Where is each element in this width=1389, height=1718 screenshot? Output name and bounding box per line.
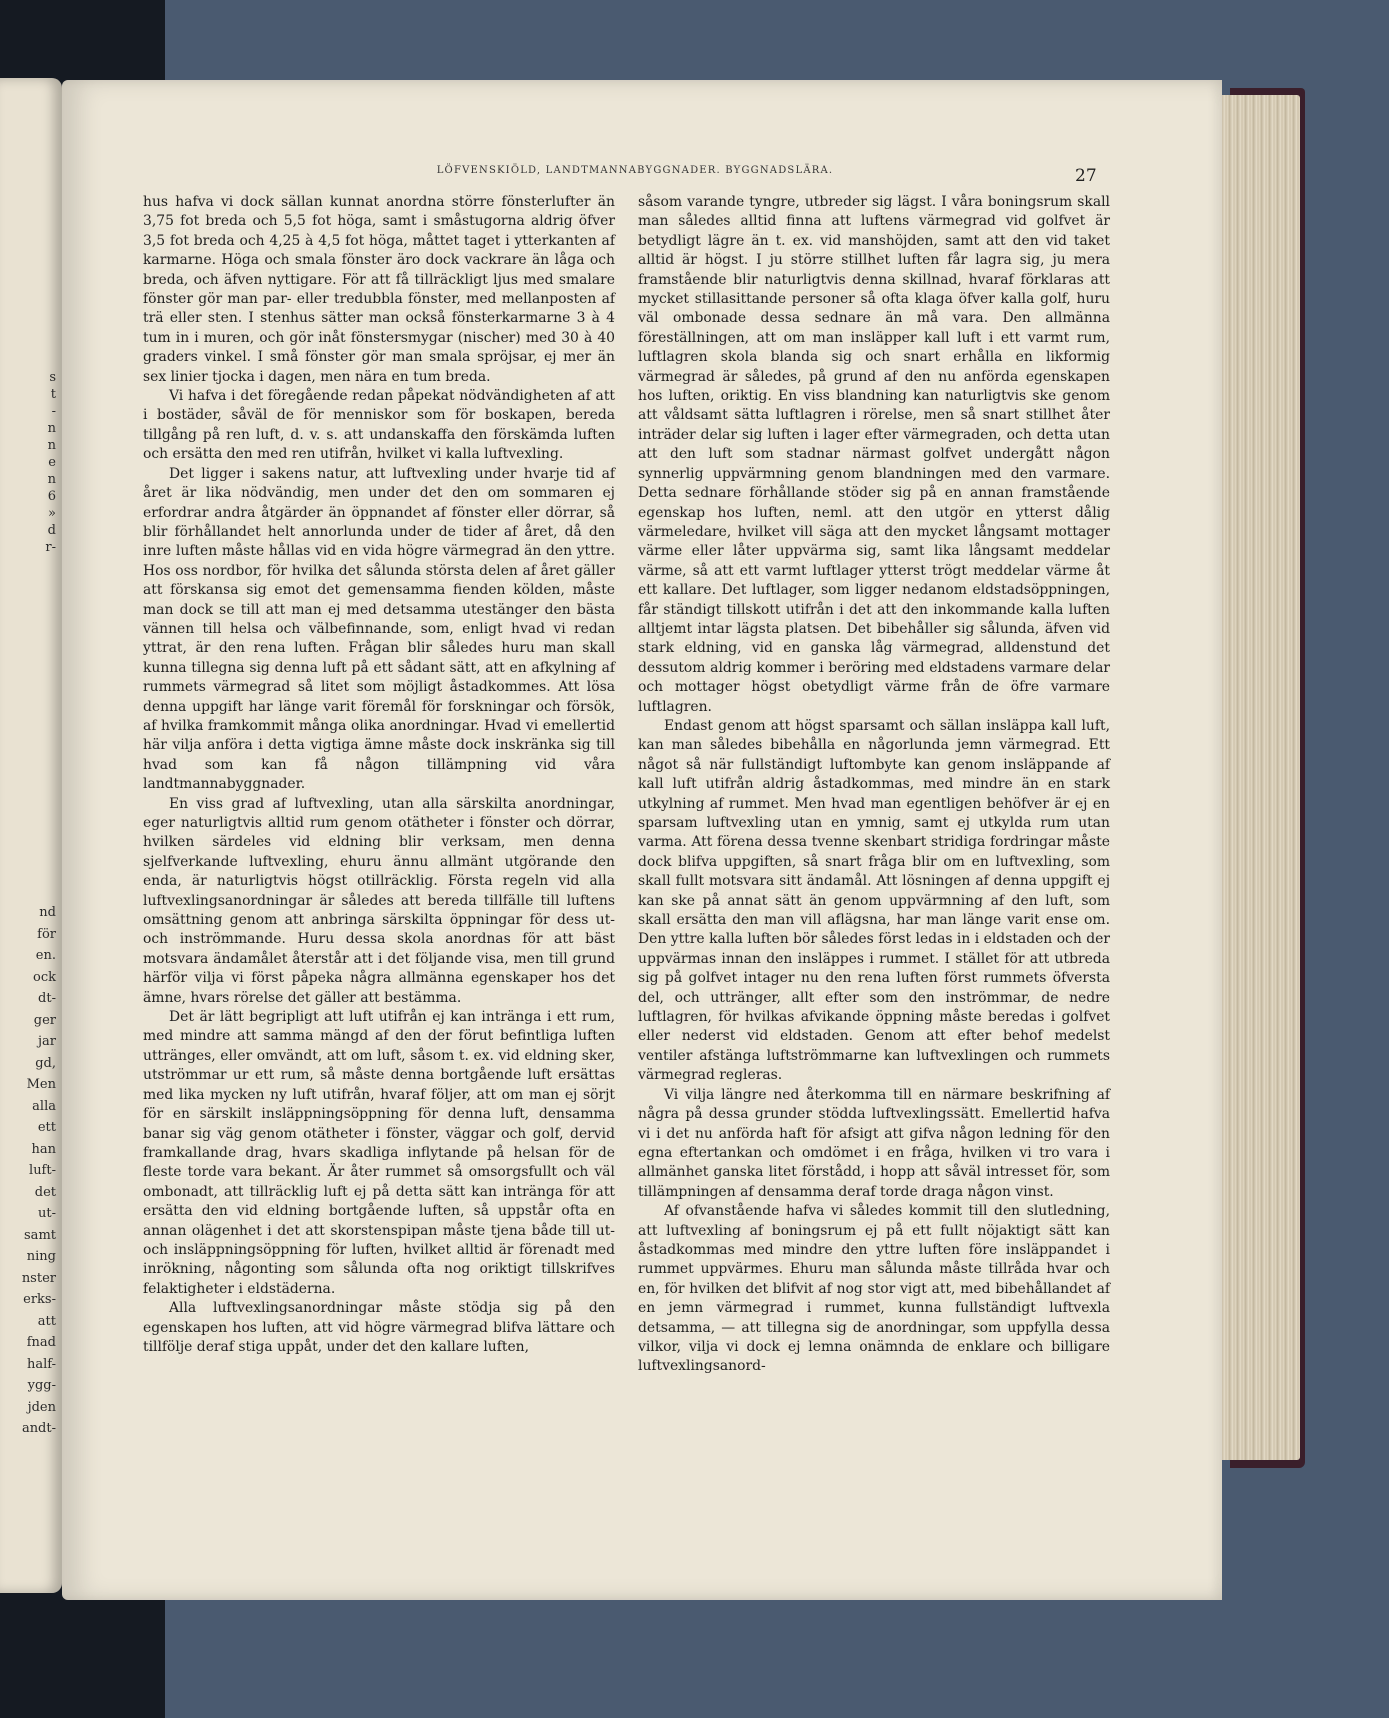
facing-page-text-fragment: alla [32, 1098, 56, 1114]
paragraph: Af ofvanstående hafva vi således kommit till den slutledning, att luftvexling af boningsrum ej på ett fullt nöjaktigt sätt kan åstadkommas med mindre den yttre luften före insläppandet i rummet uppvärmes. Ehuru man sålunda måste tillråda hvar och en, för hvilken det blifvit af nog stor vigt att, med bibehållandet af en jemn värmegrad i rummet, kunna fullständigt luftvexla detsamma, — att tillegna sig de anordningar, som uppfylla dessa vilkor, vilja vi dock ej lemna onämnda de enklare och billigare luftvexlingsanord- [638, 1203, 1110, 1375]
facing-page-text-fragment: n [47, 472, 56, 487]
facing-page-text-fragment: att [37, 1313, 56, 1329]
facing-page-text-fragment: s [49, 370, 56, 385]
text-column-left [143, 193, 615, 1357]
paragraph: Det är lätt begripligt att luft utifrån ej kan intränga i ett rum, med mindre att samma mängd af den der förut befintliga luften uttränges, eller omvändt, att om luft, såsom t. ex. vid eldning sker, utströmmar ur ett rum, så måste denna bortgående luft ersättas med lika mycken ny luft utifrån, hvaraf följer, att om man ej sörjt för en särskilt insläppningsöppning för denna luft, densamma banar sig väg genom otätheter i fönster, väggar och golf, dervid framkallande drag, hvars skadliga inflytande på helsan för de fleste torde vara bekant. Är åter rummet så omsorgsfullt och väl ombonadt, att tillräcklig luft ej på detta sätt kan inträngа för att ersätta den vid eldning bortgående luften, så uppstår ofta en annan olägenhet i det att skorstenspipan måste tjena både till ut- och insläppningsöppning för luften, hvilket alltid är förenadt med inrökning, någonting som sålunda ofta nog oriktigt tillskrifves felaktigheter i eldstäderna. [143, 1009, 615, 1297]
facing-page-text-fragment: det [34, 1184, 56, 1200]
facing-page-text-fragment: d [47, 523, 56, 538]
text-column-right [638, 193, 1110, 1377]
facing-page-text-fragment: n [47, 438, 56, 453]
facing-page-text-fragment: ning [26, 1249, 56, 1264]
paragraph: Endast genom att högst sparsamt och sällan insläppa kall luft, kan man således bibehålla en någorlunda jemn värmegrad. Ett något så när fullständigt luftombyte kan genom insläppande af kall luft utifrån aldrig åstadkommas, med mindre än en stark utkylning af rummet. Men hvad man egentligen behöfver är ej en sparsam luftvexling utan en ymnig, samt ej utkylda rum utan varma. Att förena dessa tvenne skenbart stridiga fordringar måste dock blifva uppgiften, så snart fråga blir om en luftvexling, som skall fullt motsvara sitt ändamål. Att lösningen af denna uppgift ej kan ske på annat sätt än genom uppvärmning af den luft, som skall ersätta den man vill aflägsna, har man länge varit ense om. Den yttre kalla luften bör således först ledas in i eldstaden och der uppvärmas innan den insläppes i rummet. I stället för att utbreda sig på golfvet intager nu den rena luften först rummets öfversta del, och uttränger, allt efter som den inströmmar, de nedre luftlagren, för hvilkas afvikande öppning måste beredas i golfvet eller nederst vid eldstaden. Genom att efter behof medelst ventiler afstänga luftströmmarne kan luftvexlingen och rummets värmegrad regleras. [638, 717, 1110, 1084]
facing-page-text-fragment: fnad [26, 1335, 56, 1350]
paragraph: Vi hafva i det föregående redan påpekat nödvändigheten af att i bostäder, såväl de för menniskor som för boskapen, bereda tillgång på ren luft, d. v. s. att undanskaffa den förskämda luften och ersätta den med ren utifrån, hvilket vi kalla luftvexling. [143, 388, 615, 463]
facing-page-text-fragment: Men [26, 1077, 56, 1092]
facing-page-text-fragment: luft- [29, 1163, 56, 1178]
facing-page-text-fragment: ut- [38, 1206, 56, 1221]
facing-page-text-fragment: ock [33, 969, 56, 985]
paragraph: Vi vilja längre ned återkomma till en närmare beskrifning af några på dessa grunder stödda luftvexlingssätt. Emellertid hafva vi i det nu anförda haft för afsigt att gifva någon ledning för den egna eftertankan och omdömet i en fråga, hvilken vi tro vara i allmänhet ganska litet förstådd, i hopp att såväl intresset för, som tillämpningen af densamma deraf torde draga någon vinst. [638, 1086, 1110, 1200]
facing-page-text-fragment: - [51, 404, 56, 419]
facing-page-text-fragment: ett [37, 1120, 56, 1135]
facing-page-text-fragment: andt- [21, 1421, 56, 1436]
facing-page-text-fragment: erks- [23, 1292, 56, 1307]
facing-page-edge [0, 78, 62, 1593]
facing-page-text-fragment: samt [24, 1227, 56, 1243]
facing-page-text-fragment: t [50, 387, 56, 402]
facing-page-text-fragment: han [31, 1141, 56, 1157]
facing-page-text-fragment: » [48, 506, 56, 521]
facing-page-text-fragment: nster [21, 1270, 56, 1286]
facing-page-text-fragment: jden [27, 1399, 56, 1415]
facing-page-text-fragment: 6 [47, 489, 56, 504]
facing-page-text-fragment: n [47, 421, 56, 436]
facing-page-text-fragment: dt- [38, 991, 56, 1006]
paragraph: Det ligger i sakens natur, att luftvexling under hvarje tid af året är lika nödvändig, men under det den om sommaren ej erfordrar andra åtgärder än öppnandet af fönster eller dörrar, så blir förhållandet helt annorlunda under de tider af året, då den inre luften måste hållas vid en vida högre värmegrad än den yttre. Hos oss nordbor, för hvilka det sålunda största delen af året gäller att förskansa sig emot det gemensamma fienden kölden, måste man dock se till att man ej med detsamma utestänger den bästa vännen till helsa och välbefinnande, som, enligt hvad vi redan yttrat, är den rena luften. Frågan blir således huru man skall kunna tillegna sig denna luft på ett sådant sätt, att en afkylning af rummets värmegrad så litet som möjligt åstadkommes. Att lösa denna uppgift har länge varit föremål för forskningar och försök, af hvilka framkommit många olika anordningar. Hvad vi emellertid här vilja anföra i detta vigtiga ämne måste dock inskränka sig till hvad som kan få någon tillämpning vid våra landtmannabyggnader. [143, 465, 615, 793]
paragraph: En viss grad af luftvexling, utan alla särskilta anordningar, eger naturligtvis alltid rum genom otätheter i fönster och dörrar, hvilken särdeles vid eldning blir verksam, men denna sjelfverkande luftvexling, ehuru ännu allmänt utgörande den enda, är naturligtvis högst otillräcklig. Första regeln vid alla luftvexlingsanordningar är således att bereda tillfälle till luftens omsättning genom att anbringa särskilta öppningar för dess ut- och inströmmande. Huru dessa skola anordnas för att bäst motsvara ändamålet återstår att i det följande visa, men till grund härför vilja vi först påpeka några allmänna egenskaper hos det ämne, hvars rörelse det gäller att bestämma. [143, 795, 615, 1006]
facing-page-text-fragment: jar [38, 1034, 56, 1049]
facing-page-text-fragment: r- [45, 540, 56, 555]
page-number: 27 [1075, 166, 1097, 186]
running-head: LÖFVENSKIÖLD, LANDTMANNABYGGNADER. BYGGNADSLÄRA. [436, 165, 834, 176]
facing-page-text-fragment: half- [26, 1356, 56, 1372]
facing-page-text-fragment: en. [35, 948, 56, 963]
facing-page-text-fragment: gd, [35, 1055, 56, 1071]
paragraph: hus hafva vi dock sällan kunnat anordna större fönsterlufter än 3,75 fot breda och 5,5 fot höga, samt i småstugorna aldrig öfver 3,5 fot breda och 4,25 à 4,5 fot höga, måttet taget i ytterkanten af karmarne. Höga och smala fönster äro dock vackrare än låga och breda, och äfven nyttigare. För att få tillräckligt ljus med smalare fönster gör man par- eller tredubbla fönster, med mellanposten af trä eller sten. I stenhus sätter man också fönsterkarmarne 3 à 4 tum in i muren, och gör inåt fönstersmygar (nischer) med 30 à 40 graders vinkel. I små fönster gör man smala spröjsar, ej mer än sex linier tjocka i dagen, men nära en tum breda. [143, 194, 615, 385]
facing-page-text-fragment: e [48, 455, 56, 470]
facing-page-text-fragment: för [37, 926, 56, 942]
facing-page-text-fragment: ygg- [27, 1378, 56, 1393]
paragraph: såsom varande tyngre, utbreder sig lägst. I våra boningsrum skall man således alltid finna att luftens värmegrad vid golfvet är betydligt lägre än t. ex. vid manshöjden, samt att den vid taket alltid är högst. I ju större stillhet luften får lagra sig, ju mera framstående blir naturligtvis denna skillnad, hvaraf förklaras att mycket stillasittande personer så ofta klaga öfver kalla golf, huru väl ombonade dessa sednare än må vara. Den allmänna föreställningen, att om man insläpper kall luft i ett varmt rum, luftlagren skola blanda sig och snart erhålla en likformig värmegrad är således, på grund af den nu anförda egenskapen hos luften, oriktig. En viss blandning kan naturligtvis ske genom att våldsamt sätta luftlagren i rörelse, men så snart stillhet åter inträder delar sig luften i lager efter värmegraden, och detta utan att den luft som stadnar närmast golfvet undergått någon synnerlig uppvärmning genom blandningen med den varmare. Detta sednare förhållande stöder sig på en annan framstående egenskap hos luften, neml. att den utgör en ytterst dålig värmeledare, hvilket vill säga att den mycket långsamt mottager värme eller låter uppvärma sig, samt lika långsamt meddelar värme, så att ett varmt luftlager ytterst trögt meddelar värme åt ett kallare. Det luftlager, som ligger nedanom eldstadsöppningen, får ständigt tillskott utifrån i det att den inkommande kalla luften alltjemt intar lägsta platsen. Det bibehåller sig sålunda, äfven vid stark eldning, vid en ganska låg värmegrad, alldenstund det dessutom aldrig kommer i beröring med eldstadens varmare delar och mottager högst obetydligt värme från de öfre varmare luftlagren. [638, 194, 1110, 715]
paragraph: Alla luftvexlingsanordningar måste stödja sig på den egenskapen hos luften, att vid högre värmegrad blifva lättare och tillfölje deraf stiga uppåt, under det den kallare luften, [143, 1300, 615, 1355]
facing-page-text-fragment: nd [39, 905, 56, 920]
facing-page-text-fragment: ger [33, 1012, 56, 1028]
